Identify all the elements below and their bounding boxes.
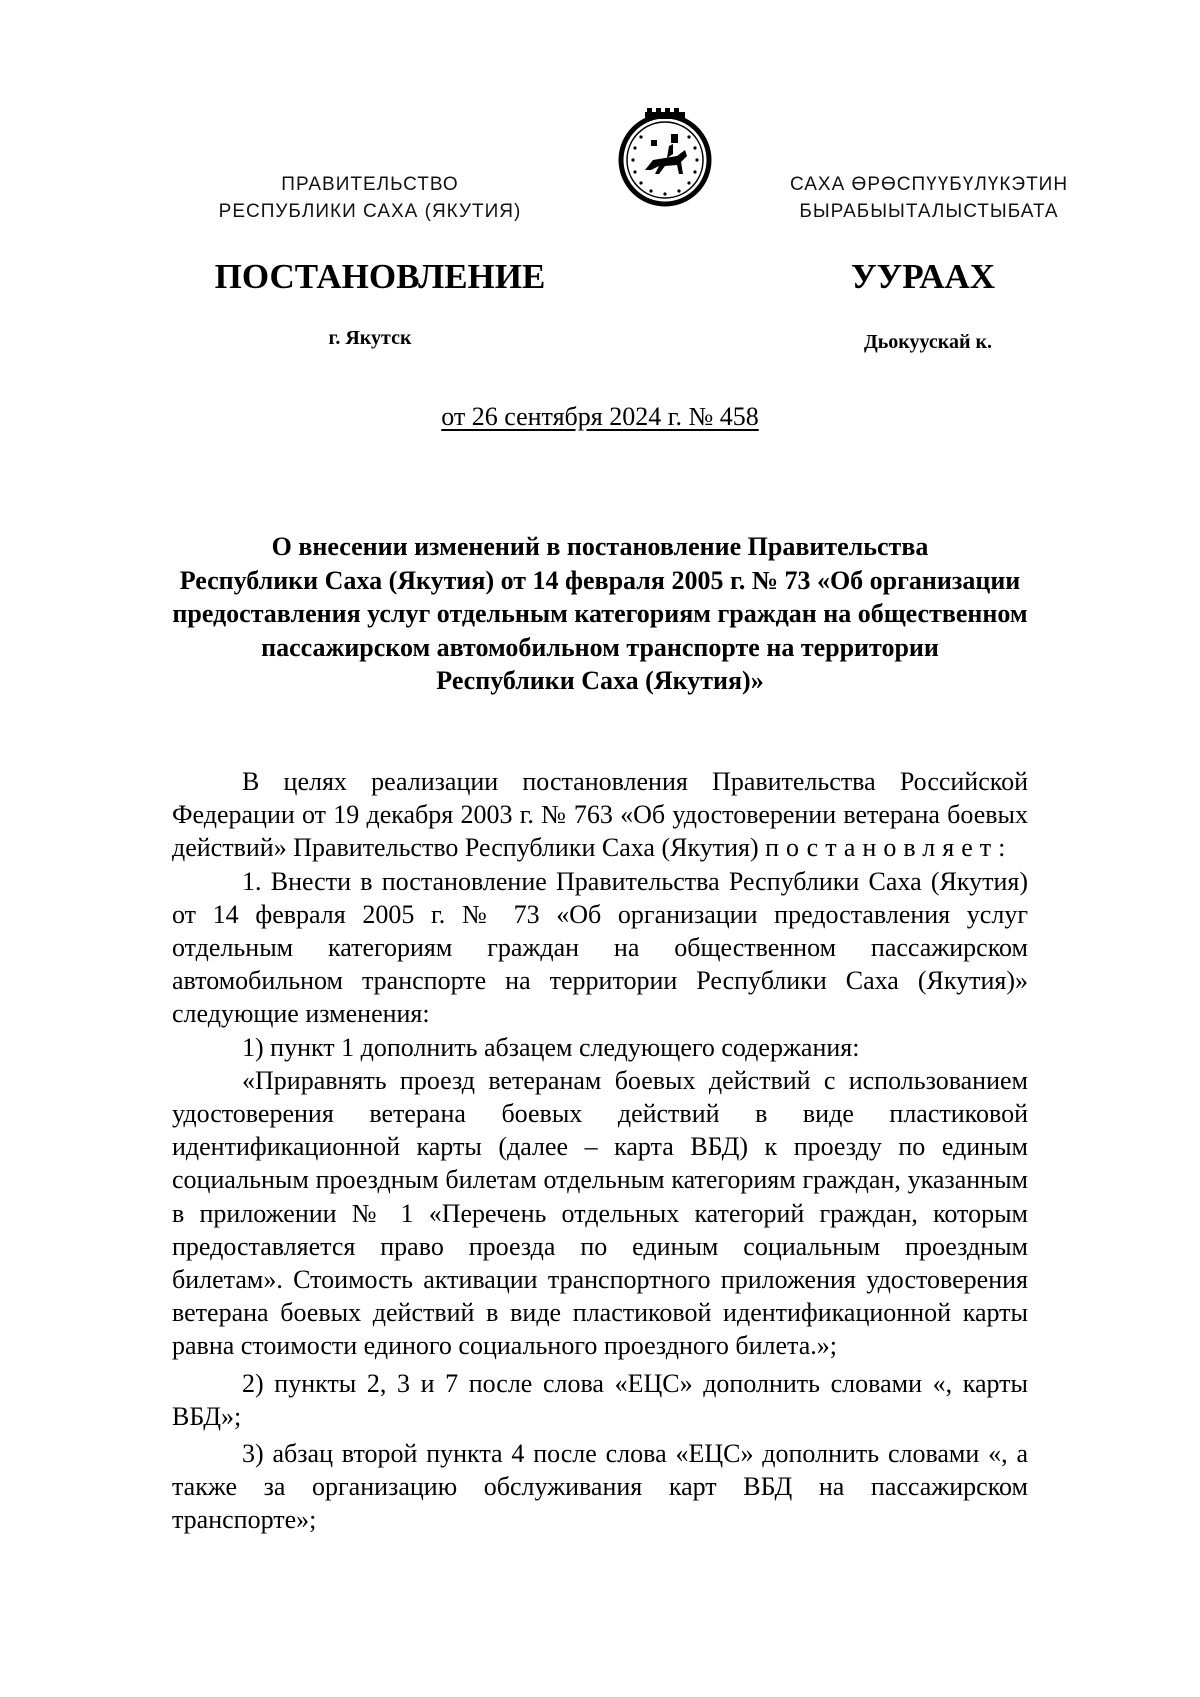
org-name-line: ПРАВИТЕЛЬСТВО <box>281 174 459 195</box>
org-name-line: САХА ӨРӨСПҮҮБҮЛҮКЭТИН <box>789 174 1069 195</box>
preamble-text: В целях реализации постановления Правительства Российской Федерации от 19 декабря 2003 г. № 763 «Об удостоверении ветерана боевых действий» Правительство Республики Саха (Якутия) <box>172 767 1028 863</box>
clause-1-paragraph: 1. Внести в постановление Правительства Республики Саха (Якутия) от 14 февраля 2005 г. № 73 «Об организации предоставления услуг отдельным категориям граждан на общественном пассажирском автомобильном транспорте на территории Республики Саха (Якутия)» следующие изменения: <box>172 866 1028 1029</box>
subclause-2-paragraph: 2) пункты 2, 3 и 7 после слова «ЕЦС» дополнить словами «, карты ВБД»; <box>172 1368 1028 1431</box>
org-name-line: БЫРАБЫЫТАЛЫСТЫБАТА <box>799 201 1059 222</box>
document-heading <box>160 530 1040 698</box>
heading-line: пассажирском автомобильном транспорте на территории <box>261 632 939 662</box>
heading-line: Республики Саха (Якутия) от 14 февраля 2005 г. № 73 «Об организации <box>179 565 1021 595</box>
heading-line: Республики Саха (Якутия)» <box>436 666 764 695</box>
city-yakut: Дьокуускай к. <box>863 331 993 353</box>
subclause-3-paragraph: 3) абзац второй пункта 4 после слова «ЕЦС» дополнить словами «, а также за организацию обслуживания карт ВБД на пассажирском транспорте»; <box>172 1439 1028 1535</box>
heading-line: предоставления услуг отдельным категориям граждан на общественном <box>172 599 1028 628</box>
document-body <box>172 765 1028 1537</box>
city-russian: г. Якутск <box>328 327 412 349</box>
preamble-paragraph <box>172 765 1028 865</box>
doc-type-yakut: УУРААХ <box>850 257 996 296</box>
quoted-amendment-paragraph: «Приравнять проезд ветеранам боевых действий с использованием удостоверения ветерана боевых действий в виде пластиковой идентификационной карты (далее – карта ВБД) к проезду по единым социальным проездным билетам отдельным категориям граждан, указанным в приложении № 1 «Перечень отдельных категорий граждан, которым предоставляется право проезда по единым социальным проездным билетам». Стоимость активации транспортного приложения удостоверения ветерана боевых действий в виде пластиковой идентификационной карты равна стоимости единого социального проездного билета.»; <box>172 1065 1028 1361</box>
resolves-word: постановляет: <box>765 833 1013 863</box>
doc-type-russian: ПОСТАНОВЛЕНИЕ <box>214 257 546 296</box>
document-date-number <box>300 401 900 433</box>
org-name-yakut <box>748 171 1110 225</box>
date-number-text: от 26 сентября 2024 г. № 458 <box>441 402 759 431</box>
coat-of-arms-icon <box>615 108 715 208</box>
subclause-1-paragraph: 1) пункт 1 дополнить абзацем следующего содержания: <box>242 1032 860 1062</box>
org-name-line: РЕСПУБЛИКИ САХА (ЯКУТИЯ) <box>218 201 522 222</box>
heading-line: О внесении изменений в постановление Правительства <box>271 532 929 561</box>
org-name-russian <box>180 171 560 225</box>
